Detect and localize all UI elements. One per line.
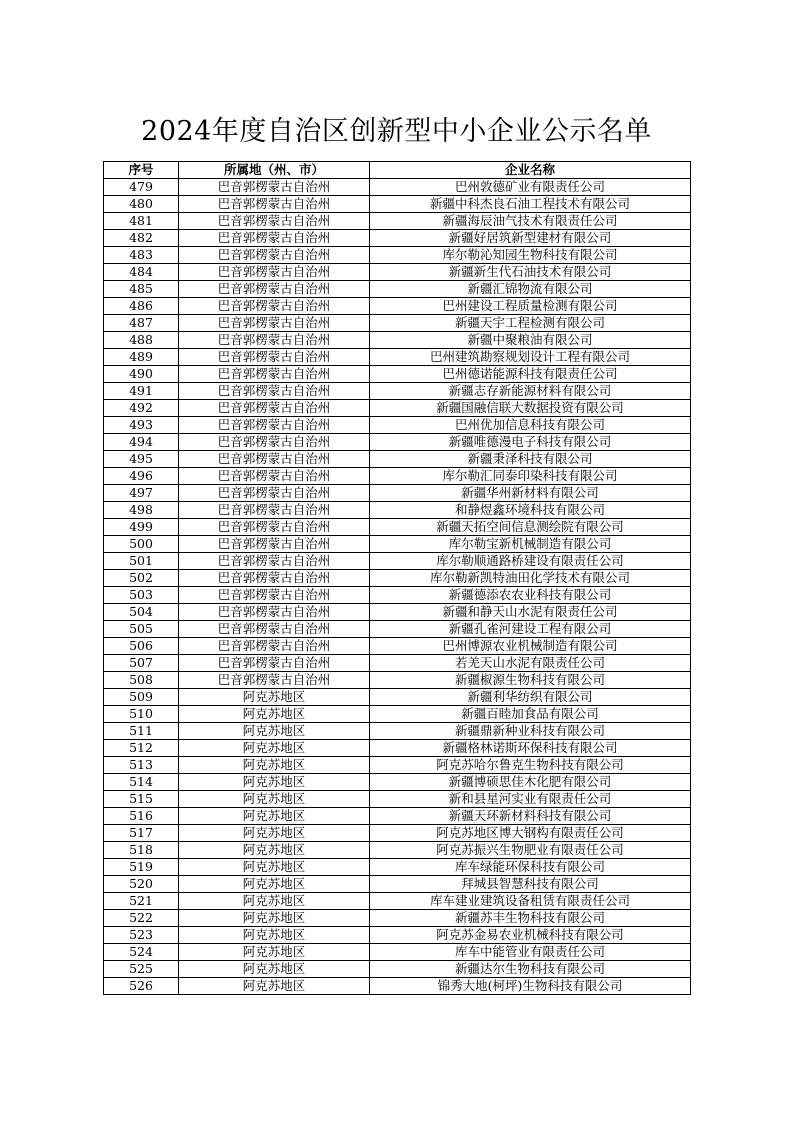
company-name-cell: 库尔勒新凯特油田化学技术有限公司: [370, 570, 691, 587]
table-row: [104, 485, 691, 502]
region-cell: 阿克苏地区: [179, 757, 370, 774]
serial-cell: 484: [104, 264, 179, 281]
table-row: [104, 910, 691, 927]
table-row: [104, 706, 691, 723]
region-cell: 阿克苏地区: [179, 774, 370, 791]
company-name-cell: 新和县星河实业有限责任公司: [370, 791, 691, 808]
region-cell: 巴音郭楞蒙古自治州: [179, 196, 370, 213]
company-name-cell: 新疆天拓空间信息测绘院有限公司: [370, 519, 691, 536]
serial-cell: 508: [104, 672, 179, 689]
region-cell: 巴音郭楞蒙古自治州: [179, 536, 370, 553]
region-cell: 阿克苏地区: [179, 706, 370, 723]
serial-cell: 518: [104, 842, 179, 859]
serial-cell: 516: [104, 808, 179, 825]
serial-cell: 506: [104, 638, 179, 655]
region-cell: 巴音郭楞蒙古自治州: [179, 213, 370, 230]
region-cell: 阿克苏地区: [179, 910, 370, 927]
company-name-cell: 新疆好居筑新型建材有限公司: [370, 230, 691, 247]
table-row: [104, 621, 691, 638]
serial-cell: 483: [104, 247, 179, 264]
company-name-cell: 库尔勒汇同泰印染科技有限公司: [370, 468, 691, 485]
serial-cell: 510: [104, 706, 179, 723]
serial-cell: 522: [104, 910, 179, 927]
region-cell: 阿克苏地区: [179, 740, 370, 757]
table-row: [104, 536, 691, 553]
company-name-cell: 阿克苏振兴生物肥业有限责任公司: [370, 842, 691, 859]
region-cell: 巴音郭楞蒙古自治州: [179, 315, 370, 332]
serial-cell: 502: [104, 570, 179, 587]
region-cell: 巴音郭楞蒙古自治州: [179, 485, 370, 502]
region-cell: 巴音郭楞蒙古自治州: [179, 366, 370, 383]
serial-cell: 504: [104, 604, 179, 621]
table-row: [104, 825, 691, 842]
region-cell: 巴音郭楞蒙古自治州: [179, 519, 370, 536]
serial-cell: 491: [104, 383, 179, 400]
company-name-cell: 新疆唯德漫电子科技有限公司: [370, 434, 691, 451]
region-cell: 巴音郭楞蒙古自治州: [179, 621, 370, 638]
region-cell: 巴音郭楞蒙古自治州: [179, 264, 370, 281]
company-name-cell: 新疆鼎新种业科技有限公司: [370, 723, 691, 740]
table-row: [104, 434, 691, 451]
company-name-cell: 新疆汇锦物流有限公司: [370, 281, 691, 298]
table-row: [104, 298, 691, 315]
table-row: [104, 366, 691, 383]
company-name-cell: 拜城县智慧科技有限公司: [370, 876, 691, 893]
table-row: [104, 417, 691, 434]
region-cell: 巴音郭楞蒙古自治州: [179, 400, 370, 417]
company-name-cell: 巴州建筑勘察规划设计工程有限公司: [370, 349, 691, 366]
serial-cell: 487: [104, 315, 179, 332]
serial-cell: 514: [104, 774, 179, 791]
serial-cell: 486: [104, 298, 179, 315]
region-cell: 巴音郭楞蒙古自治州: [179, 451, 370, 468]
table-row: [104, 332, 691, 349]
serial-cell: 525: [104, 961, 179, 978]
serial-cell: 521: [104, 893, 179, 910]
company-name-cell: 新疆百睦加食品有限公司: [370, 706, 691, 723]
company-name-cell: 库车中能管业有限责任公司: [370, 944, 691, 961]
serial-cell: 488: [104, 332, 179, 349]
company-name-cell: 和静煜鑫环境科技有限公司: [370, 502, 691, 519]
company-name-cell: 新疆德添农农业科技有限公司: [370, 587, 691, 604]
table-row: [104, 893, 691, 910]
table-row: [104, 638, 691, 655]
region-cell: 巴音郭楞蒙古自治州: [179, 468, 370, 485]
serial-cell: 517: [104, 825, 179, 842]
table-row: [104, 757, 691, 774]
serial-cell: 509: [104, 689, 179, 706]
table-row: [104, 655, 691, 672]
company-name-cell: 库车绿能环保科技有限公司: [370, 859, 691, 876]
region-cell: 阿克苏地区: [179, 961, 370, 978]
table-row: [104, 689, 691, 706]
table-header-row: [104, 162, 691, 179]
company-name-cell: 新疆达尔生物科技有限公司: [370, 961, 691, 978]
region-cell: 巴音郭楞蒙古自治州: [179, 604, 370, 621]
table-row: [104, 672, 691, 689]
company-name-cell: 阿克苏哈尔鲁克生物科技有限公司: [370, 757, 691, 774]
region-cell: 阿克苏地区: [179, 893, 370, 910]
table-row: [104, 196, 691, 213]
table-row: [104, 264, 691, 281]
serial-cell: 490: [104, 366, 179, 383]
company-name-cell: 新疆苏丰生物科技有限公司: [370, 910, 691, 927]
table-row: [104, 859, 691, 876]
region-cell: 巴音郭楞蒙古自治州: [179, 349, 370, 366]
serial-cell: 479: [104, 179, 179, 196]
serial-cell: 499: [104, 519, 179, 536]
table-row: [104, 587, 691, 604]
serial-cell: 511: [104, 723, 179, 740]
serial-cell: 492: [104, 400, 179, 417]
company-name-cell: 新疆中聚粮油有限公司: [370, 332, 691, 349]
table-row: [104, 723, 691, 740]
region-cell: 阿克苏地区: [179, 791, 370, 808]
table-row: [104, 230, 691, 247]
table-row: [104, 876, 691, 893]
company-name-cell: 新疆孔雀河建设工程有限公司: [370, 621, 691, 638]
region-cell: 阿克苏地区: [179, 927, 370, 944]
region-cell: 阿克苏地区: [179, 859, 370, 876]
company-name-cell: 新疆天宇工程检测有限公司: [370, 315, 691, 332]
company-name-cell: 若羌天山水泥有限责任公司: [370, 655, 691, 672]
company-name-cell: 库车建业建筑设备租赁有限责任公司: [370, 893, 691, 910]
serial-cell: 501: [104, 553, 179, 570]
header-region: 所属地（州、市）: [179, 162, 370, 179]
table-row: [104, 349, 691, 366]
company-name-cell: 巴州德诺能源科技有限责任公司: [370, 366, 691, 383]
company-name-cell: 库尔勒沁知园生物科技有限公司: [370, 247, 691, 264]
company-name-cell: 新疆天环新材料科技有限公司: [370, 808, 691, 825]
region-cell: 巴音郭楞蒙古自治州: [179, 655, 370, 672]
table-row: [104, 383, 691, 400]
serial-cell: 513: [104, 757, 179, 774]
region-cell: 巴音郭楞蒙古自治州: [179, 434, 370, 451]
region-cell: 巴音郭楞蒙古自治州: [179, 553, 370, 570]
company-name-cell: 新疆和静天山水泥有限责任公司: [370, 604, 691, 621]
table-row: [104, 842, 691, 859]
company-name-cell: 新疆华州新材料有限公司: [370, 485, 691, 502]
company-name-cell: 库尔勒宝新机械制造有限公司: [370, 536, 691, 553]
company-name-cell: 阿克苏地区博大钢构有限责任公司: [370, 825, 691, 842]
serial-cell: 493: [104, 417, 179, 434]
serial-cell: 489: [104, 349, 179, 366]
company-name-cell: 新疆新生代石油技术有限公司: [370, 264, 691, 281]
table-row: [104, 774, 691, 791]
region-cell: 巴音郭楞蒙古自治州: [179, 638, 370, 655]
serial-cell: 503: [104, 587, 179, 604]
serial-cell: 500: [104, 536, 179, 553]
header-serial: 序号: [104, 162, 179, 179]
serial-cell: 526: [104, 978, 179, 995]
region-cell: 阿克苏地区: [179, 876, 370, 893]
company-name-cell: 巴州优加信息科技有限公司: [370, 417, 691, 434]
region-cell: 阿克苏地区: [179, 808, 370, 825]
region-cell: 巴音郭楞蒙古自治州: [179, 281, 370, 298]
table-row: [104, 213, 691, 230]
company-name-cell: 新疆国融信联大数据投资有限公司: [370, 400, 691, 417]
serial-cell: 507: [104, 655, 179, 672]
region-cell: 巴音郭楞蒙古自治州: [179, 298, 370, 315]
region-cell: 巴音郭楞蒙古自治州: [179, 570, 370, 587]
table-row: [104, 978, 691, 995]
region-cell: 巴音郭楞蒙古自治州: [179, 672, 370, 689]
serial-cell: 494: [104, 434, 179, 451]
company-name-cell: 新疆秉泽科技有限公司: [370, 451, 691, 468]
table-row: [104, 944, 691, 961]
table-row: [104, 808, 691, 825]
table-row: [104, 961, 691, 978]
serial-cell: 512: [104, 740, 179, 757]
company-name-cell: 巴州博源农业机械制造有限公司: [370, 638, 691, 655]
region-cell: 阿克苏地区: [179, 723, 370, 740]
table-row: [104, 502, 691, 519]
table-row: [104, 791, 691, 808]
table-row: [104, 281, 691, 298]
table-row: [104, 553, 691, 570]
region-cell: 阿克苏地区: [179, 842, 370, 859]
serial-cell: 495: [104, 451, 179, 468]
page-title: 2024年度自治区创新型中小企业公示名单: [141, 116, 652, 147]
region-cell: 阿克苏地区: [179, 825, 370, 842]
company-name-cell: 新疆利华纺织有限公司: [370, 689, 691, 706]
region-cell: 阿克苏地区: [179, 978, 370, 995]
table-row: [104, 927, 691, 944]
company-name-cell: 新疆海辰油气技术有限责任公司: [370, 213, 691, 230]
enterprise-table: [103, 161, 691, 995]
table-row: [104, 519, 691, 536]
serial-cell: 523: [104, 927, 179, 944]
region-cell: 巴音郭楞蒙古自治州: [179, 247, 370, 264]
table-row: [104, 604, 691, 621]
region-cell: 巴音郭楞蒙古自治州: [179, 383, 370, 400]
table-row: [104, 400, 691, 417]
company-name-cell: 阿克苏金易农业机械科技有限公司: [370, 927, 691, 944]
serial-cell: 520: [104, 876, 179, 893]
serial-cell: 515: [104, 791, 179, 808]
company-name-cell: 新疆椒源生物科技有限公司: [370, 672, 691, 689]
serial-cell: 497: [104, 485, 179, 502]
company-name-cell: 新疆中科杰良石油工程技术有限公司: [370, 196, 691, 213]
company-name-cell: 锦秀大地(柯坪)生物科技有限公司: [370, 978, 691, 995]
company-name-cell: 巴州敦德矿业有限责任公司: [370, 179, 691, 196]
table-row: [104, 179, 691, 196]
company-name-cell: 巴州建设工程质量检测有限公司: [370, 298, 691, 315]
table-row: [104, 468, 691, 485]
region-cell: 巴音郭楞蒙古自治州: [179, 502, 370, 519]
table-row: [104, 315, 691, 332]
company-name-cell: 新疆格林诺斯环保科技有限公司: [370, 740, 691, 757]
serial-cell: 519: [104, 859, 179, 876]
table-row: [104, 451, 691, 468]
serial-cell: 498: [104, 502, 179, 519]
region-cell: 巴音郭楞蒙古自治州: [179, 179, 370, 196]
serial-cell: 481: [104, 213, 179, 230]
company-name-cell: 库尔勒顺通路桥建设有限责任公司: [370, 553, 691, 570]
company-name-cell: 新疆博硕思佳木化肥有限公司: [370, 774, 691, 791]
table-row: [104, 247, 691, 264]
serial-cell: 524: [104, 944, 179, 961]
region-cell: 阿克苏地区: [179, 689, 370, 706]
region-cell: 阿克苏地区: [179, 944, 370, 961]
table-row: [104, 740, 691, 757]
serial-cell: 505: [104, 621, 179, 638]
region-cell: 巴音郭楞蒙古自治州: [179, 332, 370, 349]
region-cell: 巴音郭楞蒙古自治州: [179, 230, 370, 247]
company-name-cell: 新疆志存新能源材料有限公司: [370, 383, 691, 400]
region-cell: 巴音郭楞蒙古自治州: [179, 417, 370, 434]
region-cell: 巴音郭楞蒙古自治州: [179, 587, 370, 604]
serial-cell: 480: [104, 196, 179, 213]
serial-cell: 496: [104, 468, 179, 485]
header-company: 企业名称: [370, 162, 691, 179]
table-row: [104, 570, 691, 587]
serial-cell: 482: [104, 230, 179, 247]
serial-cell: 485: [104, 281, 179, 298]
